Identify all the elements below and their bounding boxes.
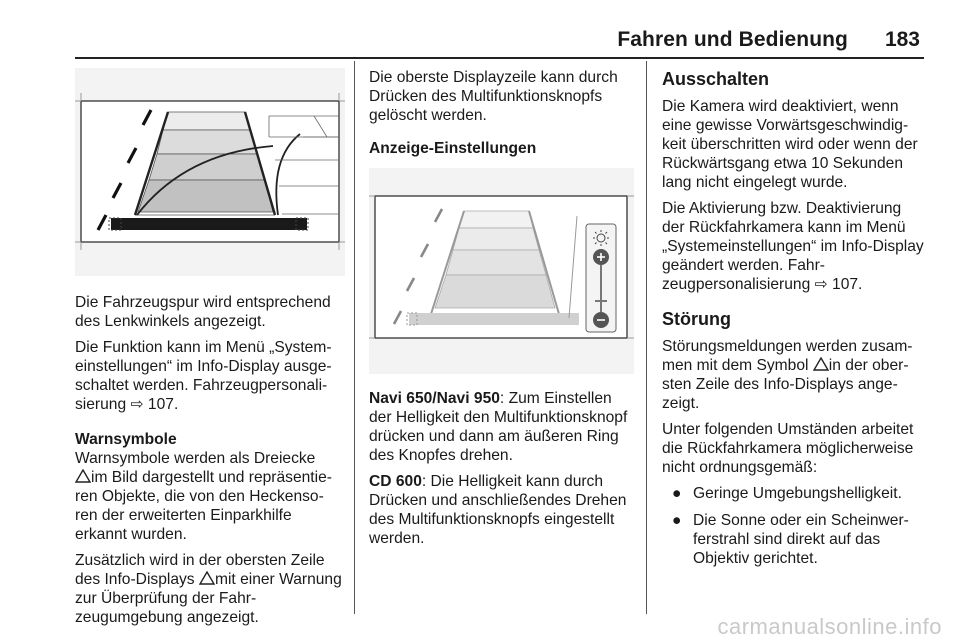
header-rule — [75, 57, 924, 59]
paragraph-lane: Die Fahrzeugspur wird entsprechend des Lenkwinkels angezeigt. — [75, 294, 331, 330]
activation-text: Die Aktivierung bzw. Deaktivierung der Rückfahrkamera kann im Menü „Systemeinstellungen“ im Info-Display geändert werden. Fahr-zeugpersonalisierung — [662, 200, 924, 293]
warning-symbols-text-b: im Bild dargestellt und repräsentie-ren Objekte, die von den Heckenso-ren der erweiterten Einparkhilfe erkannt wurden. — [75, 469, 332, 543]
camera-guideline-figure — [75, 68, 345, 276]
paragraph-camera-deactivated: Die Kamera wird deaktiviert, wenn eine gewisse Vorwärtsgeschwindig-keit überschritten wird oder wenn der Rückwärtsgang etwa 10 Sekunden lang nicht eingelegt wurde. — [662, 98, 918, 191]
watermark: carmanualsonline.info — [717, 614, 942, 639]
paragraph-top-line-warning — [75, 551, 345, 627]
warning-symbols-text-a: Warnsymbole werden als Dreiecke — [75, 450, 316, 467]
camera-guideline-illustration — [75, 68, 345, 276]
conditions-list — [662, 484, 928, 568]
bullet: ● — [672, 512, 682, 529]
heading-switch-off: Ausschalten — [662, 69, 770, 89]
page-reference-arrow-icon: ⇨ — [814, 276, 828, 293]
display-settings-figure — [369, 168, 634, 374]
paragraph-system-settings — [75, 338, 345, 414]
list-item-text: Die Sonne oder ein Scheinwer-ferstrahl sind direkt auf das Objektiv gerichtet. — [693, 512, 909, 567]
page-reference: 107. — [147, 396, 179, 413]
page-number: 183 — [884, 28, 920, 51]
bullet: ● — [672, 485, 682, 502]
column-divider-1 — [354, 61, 355, 614]
navi-model-label: Navi 650/Navi 950 — [369, 390, 500, 407]
warning-symbols-block — [75, 430, 345, 544]
page-header — [0, 0, 960, 60]
section-title: Fahren und Bedienung — [617, 28, 848, 51]
paragraph-navi — [369, 389, 637, 465]
column-2 — [369, 68, 637, 165]
page-reference: 107. — [832, 276, 863, 293]
warning-symbols-heading: Warnsymbole — [75, 431, 177, 448]
navi-text: : Zum Einstellen der Helligkeit den Multifunktionsknopf drücken und dann am äußeren Ring des Knopfes drehen. — [369, 390, 628, 464]
page-reference-arrow-icon: ⇨ — [130, 396, 144, 413]
list-item — [662, 484, 928, 503]
fault-text-b: in der ober-sten Zeile des Info-Displays ange-zeigt. — [662, 357, 909, 412]
heading-malfunction: Störung — [662, 309, 731, 329]
display-settings-illustration — [369, 168, 634, 374]
list-item-text: Geringe Umgebungshelligkeit. — [693, 485, 902, 502]
cd-model-label: CD 600 — [369, 473, 422, 490]
paragraph-conditions: Unter folgenden Umständen arbeitet die Rückfahrkamera möglicherweise nicht ordnungsgemäß: — [662, 421, 914, 476]
display-settings-heading: Anzeige-Einstellungen — [369, 140, 537, 157]
top-line-warning-text-a: Zusätzlich wird in der obersten Zeile des Info-Displays — [75, 552, 325, 588]
list-item — [662, 511, 928, 568]
paragraph-fault-messages — [662, 337, 928, 413]
column-2-lower — [369, 389, 637, 555]
top-line-warning-text-b: mit einer Warnung zur Überprüfung der Fahr-zeugumgebung angezeigt. — [75, 571, 342, 626]
column-3 — [662, 68, 928, 576]
warning-triangle-icon — [199, 571, 215, 585]
paragraph-clear-top-line: Die oberste Displayzeile kann durch Drücken des Multifunktionsknopfs gelöscht werden. — [369, 69, 618, 124]
paragraph-activation — [662, 199, 928, 294]
paragraph-system-settings-text: Die Funktion kann im Menü „System-einstellungen“ im Info-Display ausge-schaltet werden. Fahrzeugpersonali-sierung — [75, 339, 332, 413]
fault-text-a: Störungsmeldungen werden zusam-men mit dem Symbol — [662, 338, 913, 374]
warning-triangle-icon — [813, 357, 829, 371]
column-1 — [75, 293, 345, 634]
paragraph-cd600 — [369, 472, 637, 548]
warning-triangle-icon — [75, 469, 91, 483]
column-divider-2 — [646, 61, 647, 614]
cd-text: : Die Helligkeit kann durch Drücken und anschließendes Drehen des Multifunktionsknopfs eingestellt werden. — [369, 473, 627, 547]
